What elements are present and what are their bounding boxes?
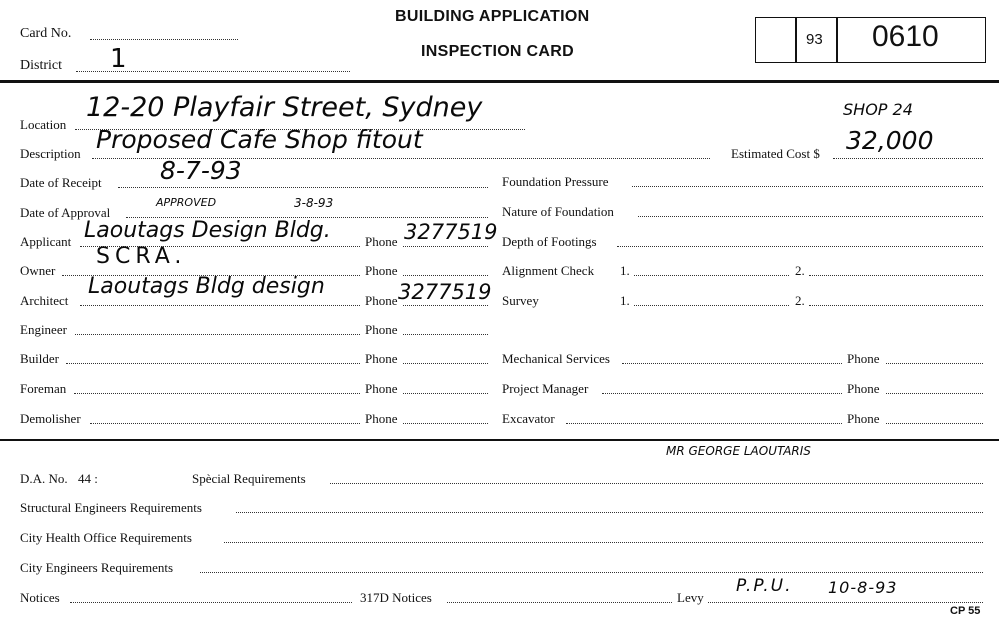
card-number-box: [755, 17, 986, 63]
date-of-approval-label: Date of Approval: [20, 205, 111, 220]
card-year: 93: [806, 31, 823, 48]
notices-label: Notices: [20, 590, 60, 605]
foreman-label: Foreman: [20, 381, 67, 396]
builder-phone-label: Phone: [365, 351, 398, 366]
mechanical-services-line[interactable]: [622, 363, 842, 364]
levy-value: P.P.U.: [736, 576, 793, 596]
mechanical-services-phone-line[interactable]: [886, 363, 983, 364]
survey-label: Survey: [502, 293, 539, 308]
engineer-label: Engineer: [20, 322, 67, 337]
alignment-check-1-label: 1.: [620, 263, 630, 278]
builder-label: Builder: [20, 351, 59, 366]
title-line2: INSPECTION CARD: [421, 43, 574, 60]
foreman-line[interactable]: [74, 393, 360, 394]
nature-of-foundation-label: Nature of Foundation: [502, 204, 614, 219]
architect-value: Laoutags Bldg design: [88, 274, 325, 299]
project-manager-phone-line[interactable]: [886, 393, 983, 394]
estimated-cost-line[interactable]: [833, 158, 983, 159]
alignment-check-label: Alignment Check: [502, 263, 595, 278]
city-health-label: City Health Office Requirements: [20, 530, 192, 545]
depth-of-footings-label: Depth of Footings: [502, 234, 597, 249]
applicant-label: Applicant: [20, 234, 72, 249]
da-no-value: 44 :: [78, 471, 98, 486]
builder-line[interactable]: [66, 363, 360, 364]
architect-line[interactable]: [80, 305, 360, 306]
demolisher-line[interactable]: [90, 423, 360, 424]
location-value: 12-20 Playfair Street, Sydney: [86, 92, 483, 123]
special-requirements-line[interactable]: [330, 483, 983, 484]
levy-line[interactable]: [708, 602, 983, 603]
card-no-line[interactable]: [90, 39, 238, 40]
card-number: 0610: [872, 20, 939, 53]
demolisher-phone-label: Phone: [365, 411, 398, 426]
engineer-line[interactable]: [75, 334, 360, 335]
date-of-receipt-label: Date of Receipt: [20, 175, 102, 190]
excavator-phone-line[interactable]: [886, 423, 983, 424]
project-manager-phone-label: Phone: [847, 381, 880, 396]
alignment-check-1-line[interactable]: [634, 275, 789, 276]
applicant-phone-label: Phone: [365, 234, 398, 249]
excavator-label: Excavator: [502, 411, 555, 426]
city-health-line[interactable]: [224, 542, 983, 543]
contact-note: MR GEORGE LAOUTARIS: [666, 444, 811, 458]
owner-value: SCRA.: [96, 244, 187, 269]
approval-date: 3-8-93: [294, 196, 334, 210]
architect-phone-value: 3277519: [398, 280, 492, 304]
nature-of-foundation-line[interactable]: [638, 216, 983, 217]
mechanical-services-label: Mechanical Services: [502, 351, 610, 366]
applicant-value: Laoutags Design Bldg.: [84, 218, 331, 243]
survey-2-label: 2.: [795, 293, 805, 308]
form-code: CP 55: [950, 605, 981, 617]
card-no-label: Card No.: [20, 26, 72, 41]
survey-1-line[interactable]: [634, 305, 789, 306]
notices-line[interactable]: [70, 602, 352, 603]
approved-note: APPROVED: [156, 196, 217, 209]
project-manager-line[interactable]: [602, 393, 842, 394]
date-of-receipt-value: 8-7-93: [160, 156, 242, 185]
district-value: 1: [110, 44, 127, 74]
title-line1: BUILDING APPLICATION: [395, 8, 590, 25]
structural-requirements-label: Structural Engineers Requirements: [20, 500, 202, 515]
description-label: Description: [20, 146, 81, 161]
levy-date: 10-8-93: [828, 578, 898, 597]
date-of-receipt-line[interactable]: [118, 187, 488, 188]
survey-1-label: 1.: [620, 293, 630, 308]
foundation-pressure-label: Foundation Pressure: [502, 174, 609, 189]
owner-label: Owner: [20, 263, 56, 278]
mechanical-services-phone-label: Phone: [847, 351, 880, 366]
estimated-cost-value: 32,000: [846, 126, 934, 155]
notices-317d-line[interactable]: [447, 602, 672, 603]
alignment-check-2-line[interactable]: [809, 275, 983, 276]
project-manager-label: Project Manager: [502, 381, 589, 396]
foreman-phone-label: Phone: [365, 381, 398, 396]
excavator-phone-label: Phone: [847, 411, 880, 426]
city-engineers-label: City Engineers Requirements: [20, 560, 174, 575]
notices-317d-label: 317D Notices: [360, 590, 432, 605]
alignment-check-2-label: 2.: [795, 263, 805, 278]
engineer-phone-label: Phone: [365, 322, 398, 337]
box-divider-1: [795, 17, 797, 63]
architect-phone-label: Phone: [365, 293, 398, 308]
architect-label: Architect: [20, 293, 69, 308]
description-value: Proposed Cafe Shop fitout: [96, 125, 423, 154]
survey-2-line[interactable]: [809, 305, 983, 306]
builder-phone-line[interactable]: [403, 363, 488, 364]
city-engineers-line[interactable]: [200, 572, 983, 573]
structural-requirements-line[interactable]: [236, 512, 983, 513]
owner-phone-line[interactable]: [403, 275, 488, 276]
engineer-phone-line[interactable]: [403, 334, 488, 335]
applicant-phone-value: 3277519: [404, 220, 498, 244]
levy-label: Levy: [677, 590, 704, 605]
depth-of-footings-line[interactable]: [617, 246, 983, 247]
da-no-label: D.A. No.: [20, 471, 68, 486]
header-rule: [0, 80, 999, 83]
foreman-phone-line[interactable]: [403, 393, 488, 394]
owner-phone-label: Phone: [365, 263, 398, 278]
estimated-cost-label: Estimated Cost $: [731, 146, 820, 161]
box-divider-2: [836, 17, 838, 63]
section-rule: [0, 439, 999, 441]
location-label: Location: [20, 117, 67, 132]
shop-note: SHOP 24: [843, 100, 913, 119]
excavator-line[interactable]: [566, 423, 842, 424]
demolisher-label: Demolisher: [20, 411, 81, 426]
applicant-phone-line[interactable]: [403, 246, 488, 247]
foundation-pressure-line[interactable]: [632, 186, 983, 187]
special-requirements-label: Spècial Requirements: [192, 471, 306, 486]
demolisher-phone-line[interactable]: [403, 423, 488, 424]
district-label: District: [20, 58, 62, 73]
architect-phone-line[interactable]: [403, 305, 488, 306]
